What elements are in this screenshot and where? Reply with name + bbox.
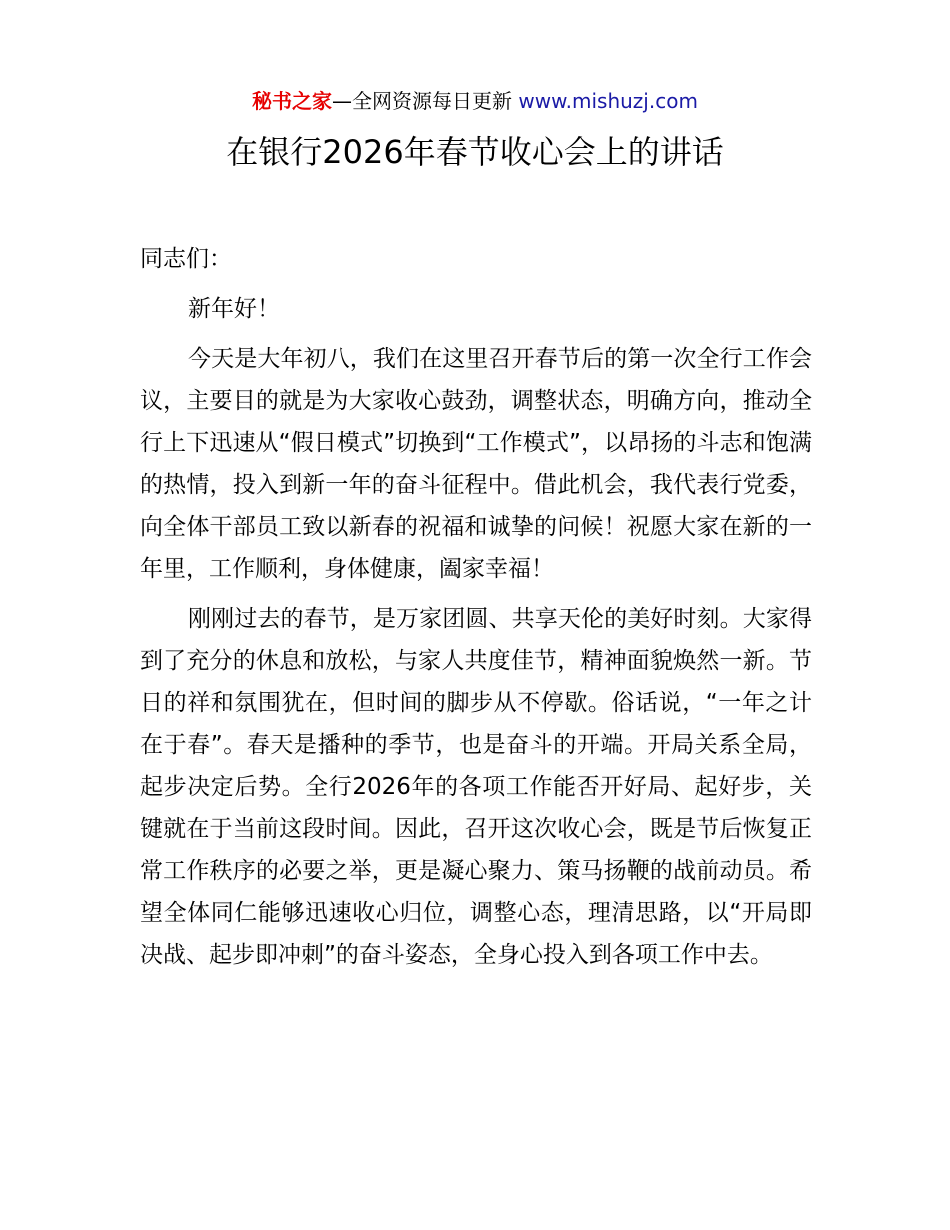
paragraph-spring-festival: 刚刚过去的春节，是万家团圆、共享天伦的美好时刻。大家得到了充分的休息和放松，与家人共度佳节，精神面貌焕然一新。节日的祥和氛围犹在，但时间的脚步从不停歇。俗话说，“一年之计在于春”。春天是播种的季节，也是奋斗的开端。开局关系全局，起步决定后势。全行2026年的各项工作能否开好局、起好步，关键就在于当前这段时间。因此，召开这次收心会，既是节后恢复正常工作秩序的必要之举，更是凝心聚力、策马扬鞭的战前动员。希望全体同仁能够迅速收心归位，调整心态，理清思路，以“开局即决战、起步即冲刺”的奋斗姿态，全身心投入到各项工作中去。 <box>140 606 812 968</box>
paragraph-greeting: 新年好！ <box>188 296 280 322</box>
document-title: 在银行2026年春节收心会上的讲话 <box>226 133 724 171</box>
site-url-link[interactable]: www.mishuzj.com <box>518 89 698 113</box>
paragraph-opening: 今天是大年初八，我们在这里召开春节后的第一次全行工作会议，主要目的就是为大家收心鼓劲，调整状态，明确方向，推动全行上下迅速从“假日模式”切换到“工作模式”，以昂扬的斗志和饱满的热情，投入到新一年的奋斗征程中。借此机会，我代表行党委，向全体干部员工致以新春的祝福和诚挚的问候！祝愿大家在新的一年里，工作顺利，身体健康，阖家幸福！ <box>140 346 812 582</box>
document-body <box>140 238 812 976</box>
site-tagline: —全网资源每日更新 <box>332 89 513 113</box>
site-name: 秘书之家 <box>252 89 333 113</box>
salutation: 同志们： <box>140 246 232 272</box>
site-header <box>0 86 950 116</box>
